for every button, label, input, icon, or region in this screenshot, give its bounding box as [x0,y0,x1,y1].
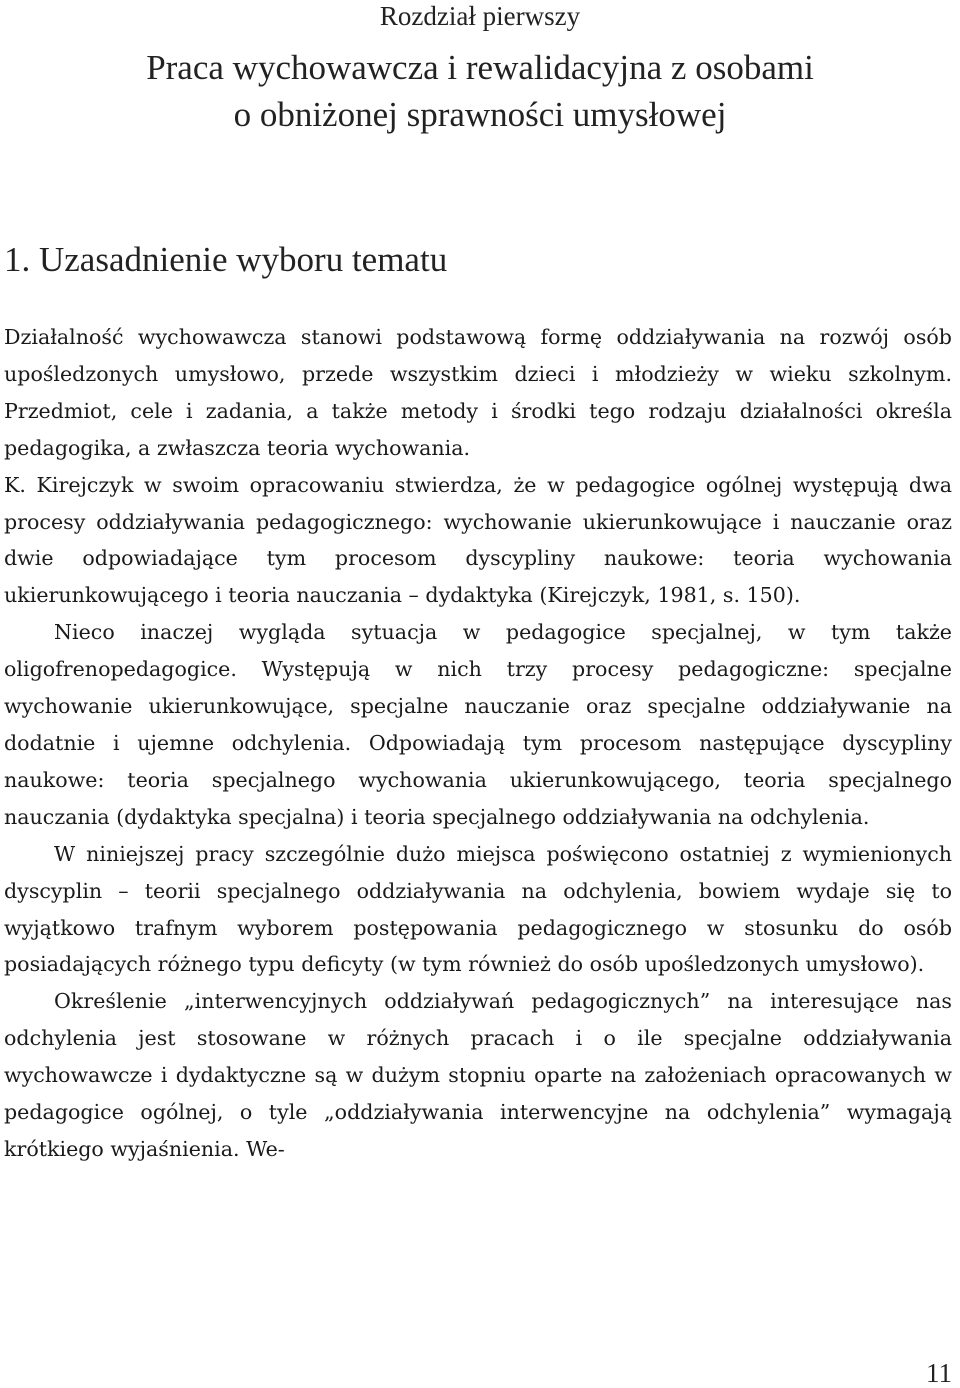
chapter-title-line-2: o obniżonej sprawności umysłowej [233,95,727,134]
paragraph-5: Określenie „interwencyjnych oddziaływań pedagogicznych” na interesujące nas odchylenia jest stosowane w różnych pracach i o ile specjalne oddziaływania wychowawcze i dydaktyczne są w dużym stopniu oparte na założeniach opracowanych w pedagogice ogólnej, o tyle „oddziaływania interwencyjne na odchylenia” wymagają krótkiego wyjaśnienia. We- [4,989,952,1161]
page-number: 11 [926,1358,952,1388]
paragraph-3: Nieco inaczej wygląda sytuacja w pedagogice specjalnej, w tym także oligofrenopedagogice. Występują w nich trzy procesy pedagogiczne: specjalne wychowanie ukierunkowujące, specjalne nauczanie oraz specjalne oddziaływanie na dodatnie i ujemne odchylenia. Odpowiadają tym procesom następujące dyscypliny naukowe: teoria specjalnego wychowania ukierunkowującego, teoria specjalnego nauczania (dydaktyka specjalna) i teoria specjalnego oddziaływania na odchylenia. [4,620,952,829]
body-text [4,319,952,1168]
chapter-title-line-1: Praca wychowawcza i rewalidacyjna z osobami [146,48,814,87]
paragraph-2: K. Kirejczyk w swoim opracowaniu stwierdza, że w pedagogice ogólnej występują dwa procesy oddziaływania pedagogicznego: wychowanie ukierunkowujące i nauczanie oraz dwie odpowiadające tym procesom dyscypliny naukowe: teoria wychowania ukierunkowującego i teoria nauczania – dydaktyka (Kirejczyk, 1981, s. 150). [4,472,952,608]
chapter-title [0,44,960,138]
paragraph-4: W niniejszej pracy szczególnie dużo miejsca poświęcono ostatniej z wymienionych dyscyplin – teorii specjalnego oddziaływania na odchylenia, bowiem wydaje się to wyjątkowo trafnym wyborem postępowania pedagogicznego w stosunku do osób posiadających różnego typu deficyty (w tym również do osób upośledzonych umysłowo). [4,841,952,977]
paragraph-1: Działalność wychowawcza stanowi podstawową formę oddziaływania na rozwój osób upośledzonych umysłowo, przede wszystkim dzieci i młodzieży w wieku szkolnym. Przedmiot, cele i zadania, a także metody i środki tego rodzaju działalności określa pedagogika, a zwłaszcza teoria wychowania. [4,325,952,460]
section-heading: 1. Uzasadnienie wyboru tematu [4,240,448,279]
chapter-label: Rozdział pierwszy [379,1,581,31]
